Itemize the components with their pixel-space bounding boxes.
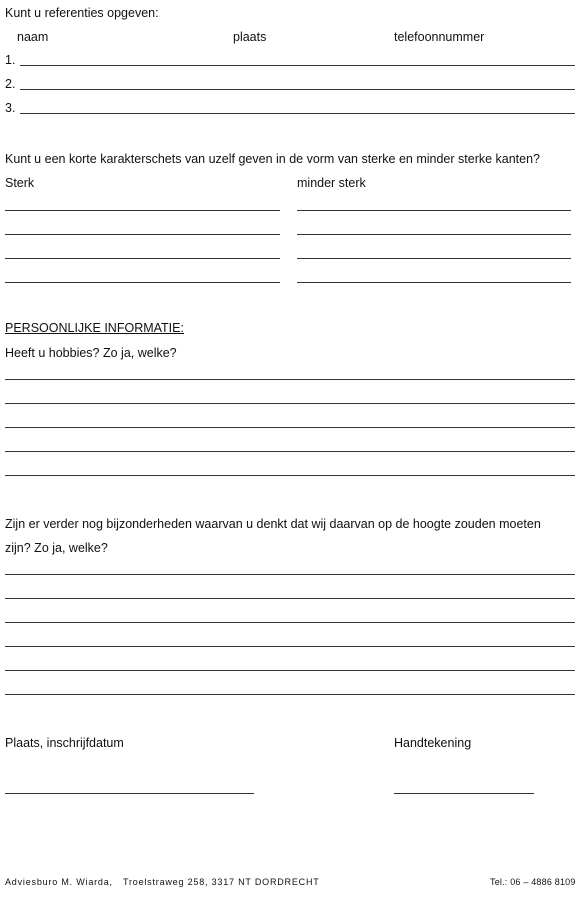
reference-line-3[interactable] xyxy=(20,113,575,114)
reference-number: 2. xyxy=(5,77,16,91)
strong-label: Sterk xyxy=(5,176,35,190)
footer-company: Adviesburo M. Wiarda, xyxy=(5,877,113,887)
hobbies-line[interactable] xyxy=(5,427,575,428)
hobbies-line[interactable] xyxy=(5,403,575,404)
weak-line[interactable] xyxy=(297,258,571,259)
strong-line[interactable] xyxy=(5,210,280,211)
details-line[interactable] xyxy=(5,670,575,671)
details-line[interactable] xyxy=(5,574,575,575)
strong-line[interactable] xyxy=(5,258,280,259)
footer-phone: Tel.: 06 – 4886 8109 xyxy=(490,877,576,887)
weak-line[interactable] xyxy=(297,210,571,211)
character-question: Kunt u een korte karakterschets van uzelf geven in de vorm van sterke en minder sterke kanten? xyxy=(5,152,541,166)
signature-line[interactable] xyxy=(394,793,534,794)
hobbies-question: Heeft u hobbies? Zo ja, welke? xyxy=(5,346,177,360)
strong-line[interactable] xyxy=(5,234,280,235)
details-line[interactable] xyxy=(5,646,575,647)
details-line[interactable] xyxy=(5,622,575,623)
weak-line[interactable] xyxy=(297,282,571,283)
reference-line-2[interactable] xyxy=(20,89,575,90)
reference-number: 3. xyxy=(5,101,16,115)
signature-label: Handtekening xyxy=(394,736,472,750)
personal-heading: PERSOONLIJKE INFORMATIE: xyxy=(5,321,184,335)
place-date-line[interactable] xyxy=(5,793,254,794)
place-date-label: Plaats, inschrijfdatum xyxy=(5,736,124,750)
col-place-label: plaats xyxy=(233,30,267,44)
col-name-label: naam xyxy=(17,30,49,44)
reference-number: 1. xyxy=(5,53,16,67)
details-question-line-2: zijn? Zo ja, welke? xyxy=(5,541,108,555)
hobbies-line[interactable] xyxy=(5,451,575,452)
footer-address: Troelstraweg 258, 3317 NT DORDRECHT xyxy=(123,877,320,887)
hobbies-line[interactable] xyxy=(5,475,575,476)
hobbies-line[interactable] xyxy=(5,379,575,380)
details-line[interactable] xyxy=(5,694,575,695)
col-phone-label: telefoonnummer xyxy=(394,30,485,44)
details-question-line-1: Zijn er verder nog bijzonderheden waarvan u denkt dat wij daarvan op de hoogte zouden moeten xyxy=(5,517,541,531)
weak-line[interactable] xyxy=(297,234,571,235)
details-line[interactable] xyxy=(5,598,575,599)
references-question: Kunt u referenties opgeven: xyxy=(5,6,159,20)
weak-label: minder sterk xyxy=(297,176,366,190)
reference-line-1[interactable] xyxy=(20,65,575,66)
strong-line[interactable] xyxy=(5,282,280,283)
